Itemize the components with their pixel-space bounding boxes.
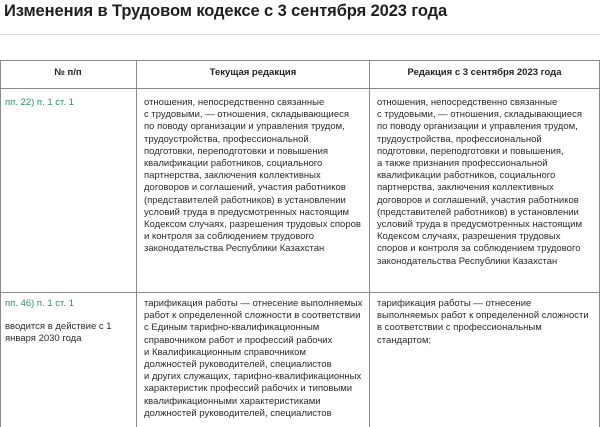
text-line: отношения, непосредственно связанные bbox=[377, 97, 558, 108]
header-divider bbox=[0, 88, 600, 89]
text-line: по поводу организации и управления трудом, bbox=[377, 121, 578, 133]
row-2-new-text bbox=[377, 298, 589, 347]
text-line: должностей руководителей, специалистов bbox=[144, 407, 332, 419]
table-border-left bbox=[0, 61, 1, 427]
text-line: квалификационными характеристиками bbox=[144, 395, 321, 407]
header-current: Текущая редакция bbox=[209, 67, 297, 78]
text-line: с трудовыми, — отношения, складывающиеся bbox=[144, 109, 350, 121]
text-line: справочником работ и профессий рабочих bbox=[144, 334, 333, 346]
text-line: подготовки, переподготовки и повышения bbox=[144, 145, 329, 157]
text-line: споров и контроля за соблюдением трудового bbox=[377, 243, 581, 255]
text-line: выполняемых работ к определенной сложности bbox=[377, 310, 589, 322]
header-num: № п/п bbox=[54, 67, 82, 78]
note-line: января 2030 года bbox=[5, 333, 82, 345]
row-2-current-text bbox=[144, 298, 362, 420]
column-divider-1 bbox=[136, 61, 137, 427]
text-line: с трудовыми, — отношения, складывающиеся bbox=[377, 109, 583, 121]
text-line: трудоустройства, профессиональной bbox=[144, 133, 309, 145]
row-1-divider bbox=[0, 292, 600, 293]
text-line: и других служащих, тарифно-квалификационных bbox=[144, 371, 362, 383]
text-line: отношения, непосредственно связанные bbox=[144, 97, 325, 108]
text-line: квалификации работников, социального bbox=[144, 158, 323, 170]
text-line: в соответствии с профессиональным bbox=[377, 322, 542, 334]
row-1-current-text bbox=[144, 97, 361, 256]
header-new: Редакция с 3 сентября 2023 года bbox=[407, 67, 562, 78]
note-line: вводится в действие с 1 bbox=[5, 321, 112, 332]
text-line: договоров и соглашений, участия работников bbox=[144, 182, 346, 194]
text-line: с Единым тарифно-квалификационным bbox=[144, 322, 320, 334]
text-line: тарификация работы — отнесение bbox=[377, 298, 532, 309]
text-line: Кодексом случаях, разрешения трудовых споров bbox=[144, 219, 361, 231]
text-line: работ к определенной сложности в соответствии bbox=[144, 310, 361, 322]
row-2-effective-note bbox=[5, 321, 112, 345]
text-line: законодательства Республики Казахстан bbox=[144, 243, 325, 255]
text-line: а также признания профессиональной bbox=[377, 158, 548, 170]
text-line: законодательства Республики Казахстан bbox=[377, 255, 558, 267]
text-line: и Квалификационным справочником bbox=[144, 346, 306, 358]
text-line: и контроля за соблюдением трудового bbox=[144, 231, 315, 243]
text-line: Кодексом случаях, разрешения трудовых bbox=[377, 231, 561, 243]
text-line: тарификация работы — отнесение выполняемых bbox=[144, 298, 363, 309]
row-2-num-link[interactable]: пп. 46) п. 1 ст. 1 bbox=[5, 298, 74, 309]
text-line: партнерства, заключения коллективных bbox=[144, 170, 321, 182]
row-1-num-link[interactable]: пп. 22) п. 1 ст. 1 bbox=[5, 97, 74, 108]
comparison-table bbox=[0, 60, 600, 427]
text-line: трудоустройства, профессиональной bbox=[377, 133, 542, 145]
text-line: (представителей работников) в установлении bbox=[377, 206, 579, 218]
text-line: условий труда в предусмотренных настоящим bbox=[377, 219, 583, 231]
text-line: должностей руководителей, специалистов bbox=[144, 359, 332, 371]
text-line: партнерства, заключения коллективных bbox=[377, 182, 554, 194]
text-line: стандартом; bbox=[377, 334, 432, 346]
text-line: договоров и соглашений, участия работников bbox=[377, 194, 579, 206]
title-divider bbox=[0, 34, 600, 35]
text-line: условий труда в предусмотренных настоящим bbox=[144, 206, 350, 218]
text-line: по поводу организации и управления трудом, bbox=[144, 121, 345, 133]
text-line: характеристик профессий рабочих и типовыми bbox=[144, 383, 353, 395]
row-1-new-text bbox=[377, 97, 582, 268]
text-line: квалификации работников, социального bbox=[377, 170, 556, 182]
column-divider-2 bbox=[369, 61, 370, 427]
page-title: Изменения в Трудовом кодексе с 3 сентября 2023 года bbox=[4, 2, 448, 20]
text-line: (представителей работников) в установлении bbox=[144, 194, 346, 206]
text-line: подготовки, переподготовки и повышения, bbox=[377, 145, 564, 157]
